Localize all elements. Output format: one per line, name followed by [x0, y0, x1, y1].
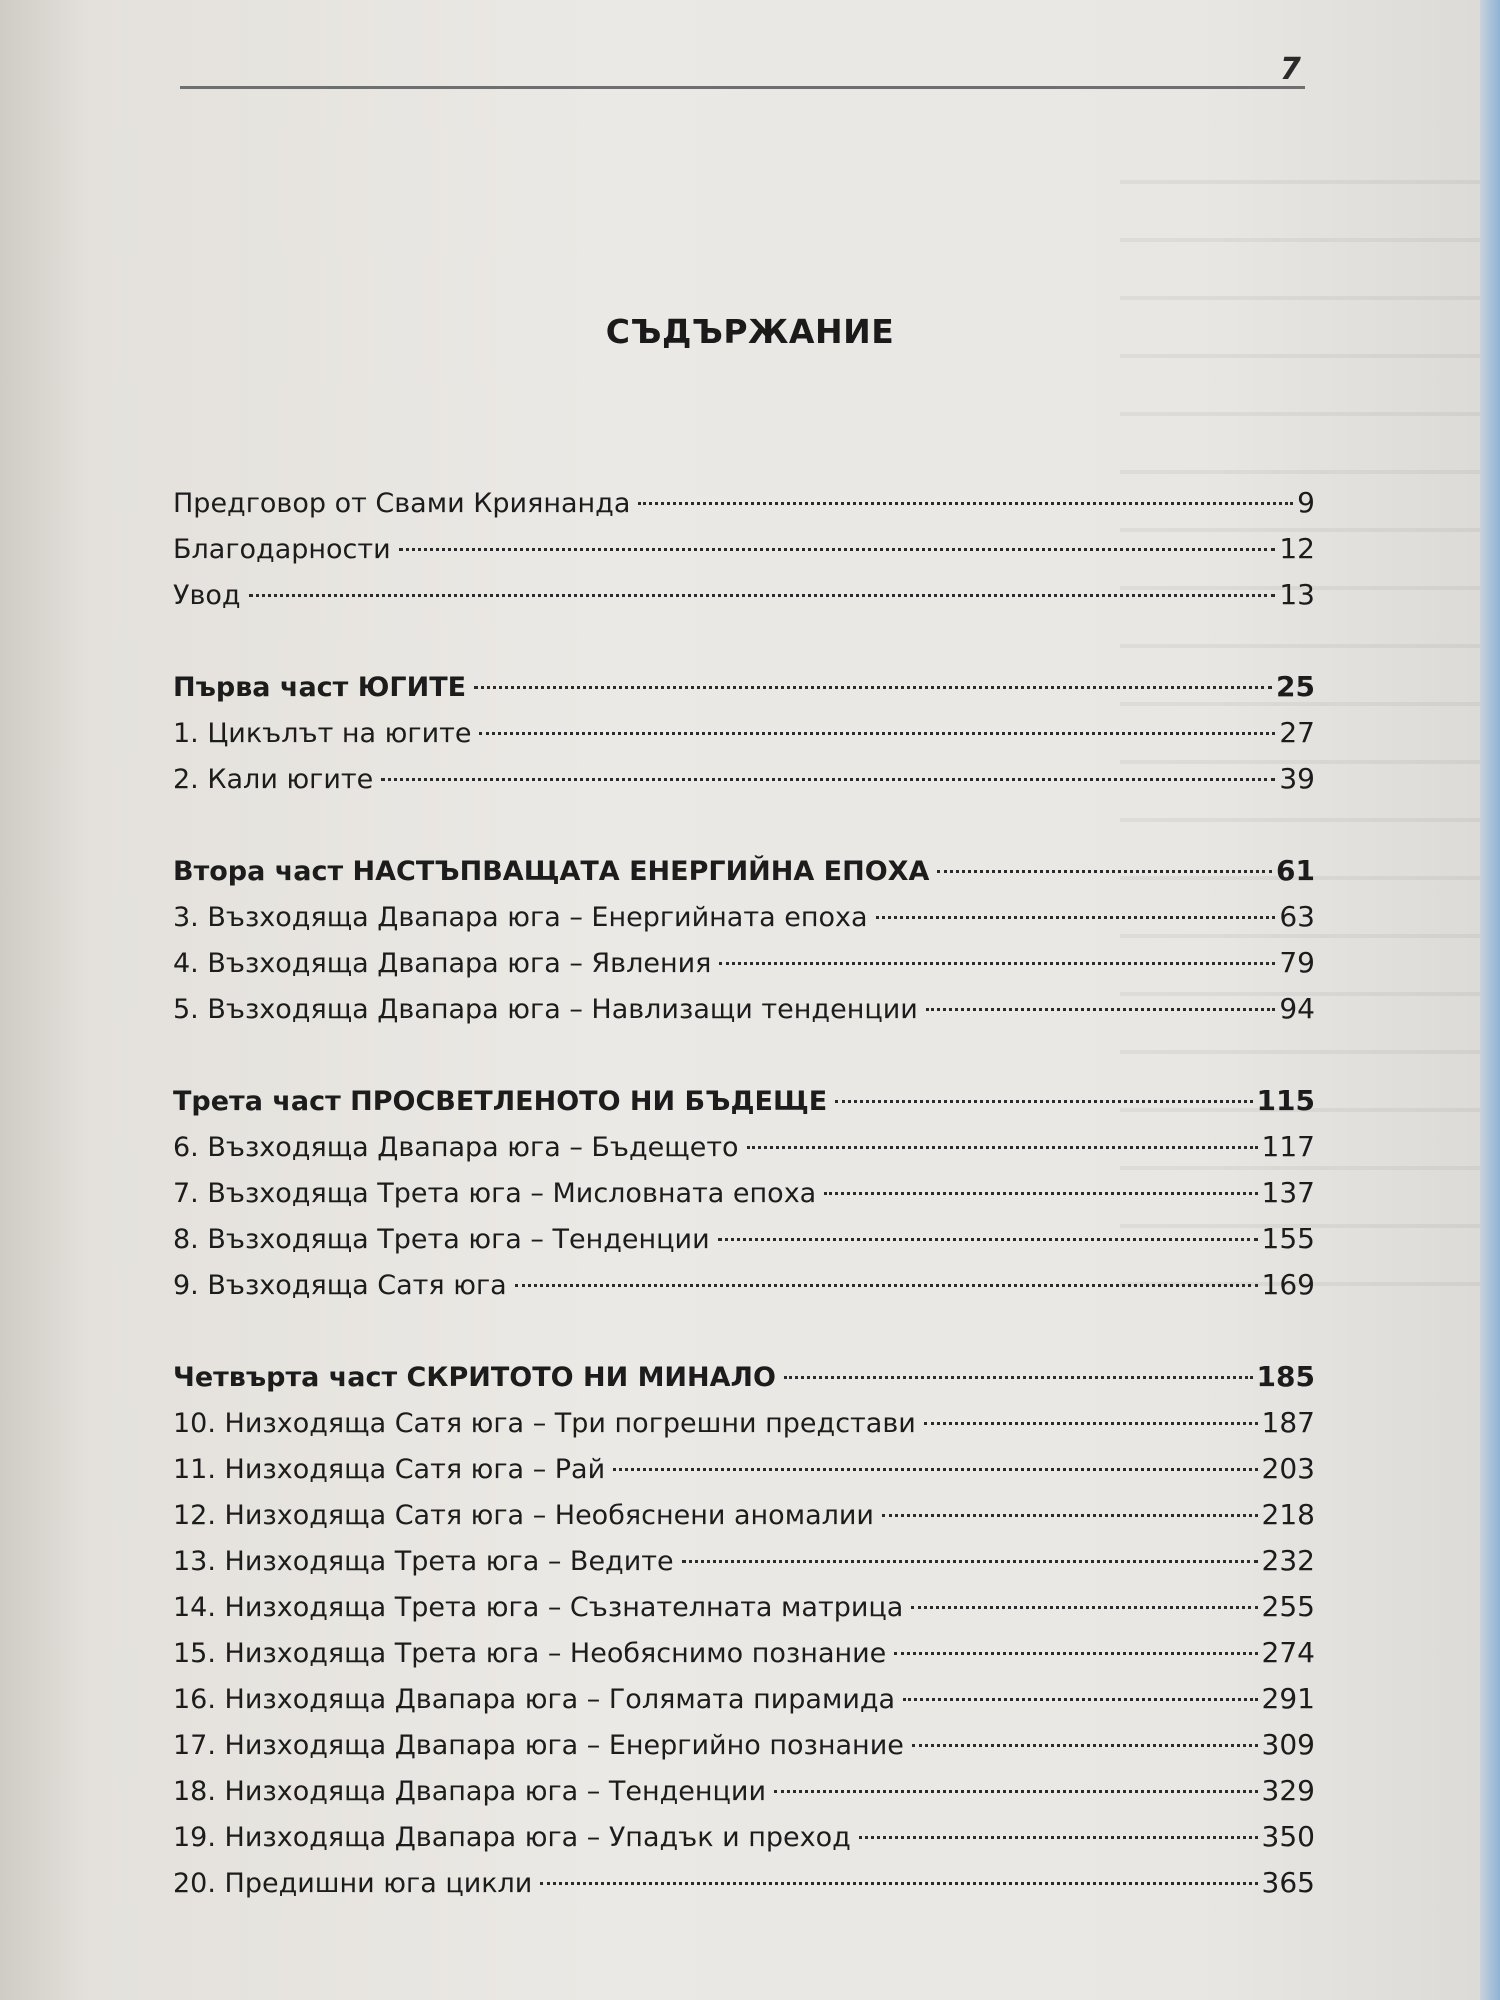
toc-entry [173, 1124, 1315, 1170]
toc-entry-title: 7. Възходяща Трета юга – Мисловната епоха [173, 1178, 817, 1209]
dot-leader [613, 1468, 1257, 1471]
page-edge [1480, 0, 1500, 2000]
toc-entry [173, 1722, 1315, 1768]
toc-entry-page: 155 [1261, 1222, 1315, 1255]
dot-leader [249, 594, 1276, 597]
dot-leader [719, 962, 1275, 965]
toc-entry [173, 1216, 1315, 1262]
toc-entry-title: Благодарности [173, 534, 391, 565]
toc-entry-title: 6. Възходяща Двапара юга – Бъдещето [173, 1132, 739, 1163]
toc-entry-page: 291 [1261, 1682, 1315, 1715]
toc-entry [173, 526, 1315, 572]
toc-entry-title: 2. Кали югите [173, 764, 374, 795]
section-gap [173, 618, 1315, 664]
dot-leader [747, 1146, 1258, 1149]
toc-entry-title: 20. Предишни юга цикли [173, 1868, 533, 1899]
contents-title: СЪДЪРЖАНИЕ [605, 312, 895, 351]
dot-leader [894, 1652, 1257, 1655]
toc-entry-page: 309 [1261, 1728, 1315, 1761]
toc-entry-page: 185 [1256, 1360, 1315, 1393]
header-rule [180, 86, 1305, 89]
toc-entry-page: 255 [1261, 1590, 1315, 1623]
toc-entry [173, 1538, 1315, 1584]
dot-leader [540, 1882, 1257, 1885]
dot-leader [924, 1422, 1258, 1425]
toc-entry-page: 137 [1261, 1176, 1315, 1209]
dot-leader [926, 1008, 1276, 1011]
dot-leader [682, 1560, 1258, 1563]
toc-entry [173, 1584, 1315, 1630]
toc-entry-page: 169 [1261, 1268, 1315, 1301]
toc-entry-title: 11. Низходяща Сатя юга – Рай [173, 1454, 606, 1485]
toc-entry [173, 1676, 1315, 1722]
table-of-contents [173, 480, 1315, 1906]
page-number: 7 [1280, 52, 1301, 87]
toc-entry-title: Първа част ЮГИТЕ [173, 672, 467, 703]
dot-leader [911, 1606, 1257, 1609]
dot-leader [937, 870, 1272, 873]
toc-entry-page: 218 [1261, 1498, 1315, 1531]
toc-entry [173, 1446, 1315, 1492]
toc-part-heading [173, 848, 1315, 894]
toc-entry-title: 9. Възходяща Сатя юга [173, 1270, 507, 1301]
dot-leader [859, 1836, 1258, 1839]
toc-entry [173, 1400, 1315, 1446]
toc-entry [173, 940, 1315, 986]
toc-entry-title: 5. Възходяща Двапара юга – Навлизащи тенденции [173, 994, 918, 1025]
toc-entry-page: 79 [1279, 946, 1315, 979]
section-gap [173, 802, 1315, 848]
toc-entry [173, 986, 1315, 1032]
toc-entry-page: 274 [1261, 1636, 1315, 1669]
toc-entry-page: 117 [1261, 1130, 1315, 1163]
toc-entry-page: 94 [1279, 992, 1315, 1025]
toc-entry-title: 18. Низходяща Двапара юга – Тенденции [173, 1776, 766, 1807]
toc-entry-title: 19. Низходяща Двапара юга – Упадък и преход [173, 1822, 851, 1853]
dot-leader [479, 732, 1275, 735]
toc-entry-title: 14. Низходяща Трета юга – Съзнателната матрица [173, 1592, 904, 1623]
toc-entry-page: 27 [1279, 716, 1315, 749]
toc-entry-title: Втора част НАСТЪПВАЩАТА ЕНЕРГИЙНА ЕПОХА [173, 856, 930, 887]
section-gap [173, 1308, 1315, 1354]
toc-part-heading [173, 1078, 1315, 1124]
toc-entry-page: 329 [1261, 1774, 1315, 1807]
toc-entry-page: 187 [1261, 1406, 1315, 1439]
toc-entry-title: 17. Низходяща Двапара юга – Енергийно познание [173, 1730, 904, 1761]
toc-entry-page: 61 [1276, 854, 1315, 887]
dot-leader [718, 1238, 1258, 1241]
section-gap [173, 1032, 1315, 1078]
toc-entry [173, 572, 1315, 618]
toc-entry [173, 756, 1315, 802]
dot-leader [882, 1514, 1258, 1517]
toc-part-heading [173, 664, 1315, 710]
toc-entry-title: 12. Низходяща Сатя юга – Необяснени аномалии [173, 1500, 874, 1531]
dot-leader [399, 548, 1276, 551]
toc-entry-page: 13 [1279, 578, 1315, 611]
toc-entry [173, 894, 1315, 940]
dot-leader [835, 1100, 1252, 1103]
dot-leader [903, 1698, 1257, 1701]
dot-leader [876, 916, 1276, 919]
dot-leader [784, 1376, 1253, 1379]
toc-entry-title: Предговор от Свами Криянанда [173, 488, 631, 519]
toc-entry-page: 12 [1279, 532, 1315, 565]
toc-entry-page: 203 [1261, 1452, 1315, 1485]
dot-leader [912, 1744, 1258, 1747]
toc-entry-title: 4. Възходяща Двапара юга – Явления [173, 948, 712, 979]
toc-entry [173, 1630, 1315, 1676]
toc-entry-title: 3. Възходяща Двапара юга – Енергийната епоха [173, 902, 868, 933]
toc-part-heading [173, 1354, 1315, 1400]
toc-entry [173, 1262, 1315, 1308]
toc-entry [173, 1170, 1315, 1216]
toc-entry [173, 480, 1315, 526]
dot-leader [515, 1284, 1258, 1287]
toc-entry-title: Четвърта част СКРИТОТО НИ МИНАЛО [173, 1362, 776, 1393]
dot-leader [474, 686, 1272, 689]
dot-leader [824, 1192, 1257, 1195]
toc-entry-page: 350 [1261, 1820, 1315, 1853]
toc-entry [173, 1768, 1315, 1814]
toc-entry-title: 1. Цикълът на югите [173, 718, 472, 749]
toc-entry-title: 16. Низходяща Двапара юга – Голямата пирамида [173, 1684, 896, 1715]
toc-entry-title: 8. Възходяща Трета юга – Тенденции [173, 1224, 710, 1255]
toc-entry-title: 15. Низходяща Трета юга – Необяснимо познание [173, 1638, 887, 1669]
dot-leader [381, 778, 1275, 781]
toc-entry-title: 13. Низходяща Трета юга – Ведите [173, 1546, 674, 1577]
toc-entry-page: 365 [1261, 1866, 1315, 1899]
toc-entry-page: 63 [1279, 900, 1315, 933]
toc-entry [173, 1860, 1315, 1906]
toc-entry-title: Увод [173, 580, 241, 611]
toc-entry-page: 9 [1297, 486, 1315, 519]
toc-entry-page: 115 [1256, 1084, 1315, 1117]
toc-entry-page: 232 [1261, 1544, 1315, 1577]
dot-leader [638, 502, 1293, 505]
toc-entry-page: 39 [1279, 762, 1315, 795]
toc-entry-title: Трета част ПРОСВЕТЛЕНОТО НИ БЪДЕЩЕ [173, 1086, 828, 1117]
toc-entry [173, 1814, 1315, 1860]
dot-leader [774, 1790, 1258, 1793]
toc-entry-page: 25 [1276, 670, 1315, 703]
toc-entry-title: 10. Низходяща Сатя юга – Три погрешни представи [173, 1408, 916, 1439]
toc-entry [173, 710, 1315, 756]
toc-entry [173, 1492, 1315, 1538]
